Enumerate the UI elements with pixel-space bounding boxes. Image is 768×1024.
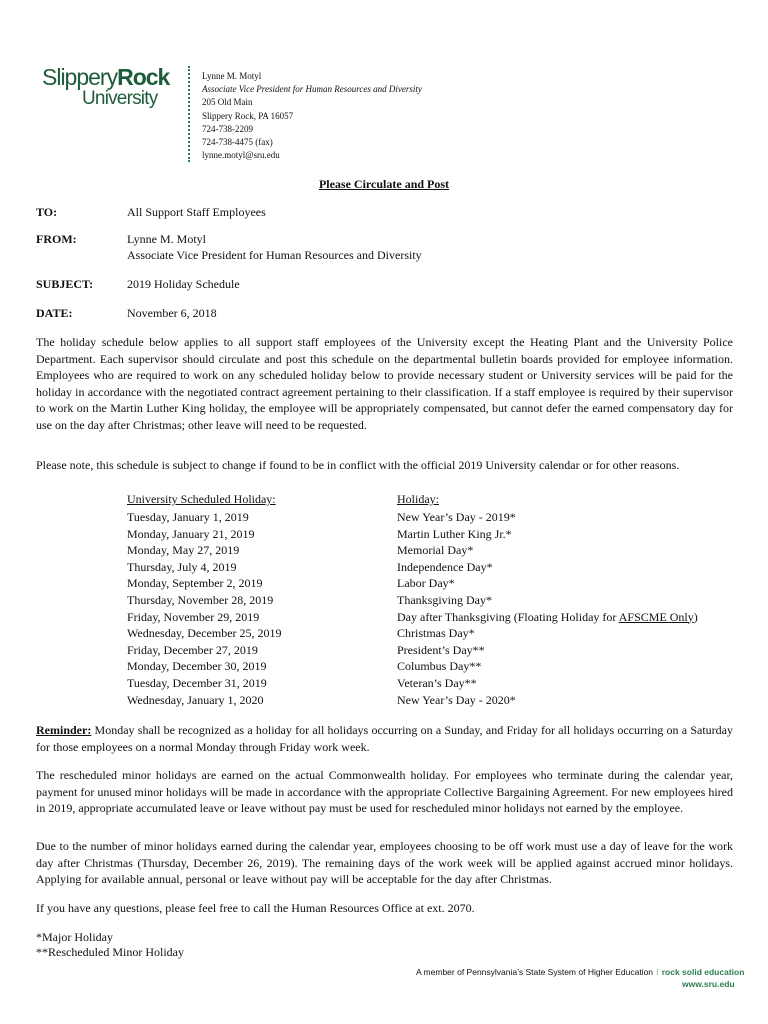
- schedule-holiday: New Year’s Day - 2019*: [397, 510, 516, 524]
- subject-value: 2019 Holiday Schedule: [127, 277, 240, 291]
- schedule-holiday: Christmas Day*: [397, 626, 475, 641]
- schedule-holiday: Thanksgiving Day*: [397, 592, 492, 607]
- university-logo: [42, 64, 184, 110]
- contact-address-line1: 205 Old Main: [202, 97, 253, 108]
- reminder-label: Reminder:: [36, 723, 92, 737]
- schedule-holiday: Columbus Day**: [397, 659, 482, 674]
- contact-block: [202, 70, 422, 162]
- contact-name: Lynne M. Motyl: [202, 71, 262, 81]
- logo-text-slippery: Slippery: [42, 64, 118, 90]
- contact-fax: 724-738-4475 (fax): [202, 137, 273, 148]
- to-value: All Support Staff Employees: [127, 205, 266, 219]
- day-after-christmas-paragraph: Due to the number of minor holidays earned during the calendar year, employees choosing to be off work must use a day of leave for the work day after Christmas (Thursday, December 26, 2019). The remaining days of the work week will be applied against accrued minor holidays. Applying for available annual, personal or leave without pay will be acceptable for the day after Christmas.: [36, 839, 733, 887]
- intro-paragraph: The holiday schedule below applies to all support staff employees of the University except the Heating Plant and the University Police Department. Each supervisor should circulate and post this schedule on the departmental bulletin boards provided for employee information. Employees who are required to work on any scheduled holiday below to provide necessary student or University services will be paid for the holiday in accordance with the negotiated contract agreement pertaining to their classification. If a staff employee is required by their supervisor to work on the Martin Luther King holiday, the employee will be appropriately compensated, but cannot defer the earned compensatory day for use on the day after Christmas; other leave will need to be requested.: [36, 335, 733, 432]
- from-value: [127, 232, 422, 263]
- legend-major: *Major Holiday: [36, 930, 113, 944]
- schedule-date: Monday, September 2, 2019: [127, 576, 263, 591]
- schedule-holiday: Martin Luther King Jr.*: [397, 526, 512, 541]
- letterhead-divider: [188, 66, 190, 162]
- from-label: FROM:: [36, 232, 77, 246]
- schedule-date-header: University Scheduled Holiday:: [127, 492, 276, 506]
- schedule-date: Thursday, July 4, 2019: [127, 559, 237, 574]
- contact-title: Associate Vice President for Human Resources and Diversity: [202, 84, 422, 95]
- schedule-date: Tuesday, January 1, 2019: [127, 510, 249, 524]
- footer-member-line: [416, 967, 744, 978]
- schedule-date: Wednesday, January 1, 2020: [127, 692, 264, 707]
- schedule-holiday: [397, 609, 698, 626]
- to-label: TO:: [36, 205, 58, 219]
- legend-minor: **Rescheduled Minor Holiday: [36, 945, 184, 959]
- schedule-date: Tuesday, December 31, 2019: [127, 675, 267, 690]
- schedule-date: Friday, November 29, 2019: [127, 609, 260, 624]
- schedule-date: Thursday, November 28, 2019: [127, 592, 274, 607]
- afscme-only-text: AFSCME Only: [618, 609, 694, 624]
- questions-paragraph: If you have any questions, please feel free to call the Human Resources Office at ext. 2070.: [36, 901, 475, 915]
- date-value: November 6, 2018: [127, 306, 217, 320]
- logo-text-university: University: [82, 88, 158, 109]
- subject-label: SUBJECT:: [36, 277, 94, 291]
- footer-website[interactable]: www.sru.edu: [682, 979, 735, 989]
- schedule-holiday: President’s Day**: [397, 642, 485, 657]
- schedule-holiday: Veteran’s Day**: [397, 675, 477, 690]
- logo-text-rock: Rock: [117, 64, 170, 90]
- schedule-holiday: Labor Day*: [397, 576, 455, 591]
- schedule-holidays: [397, 509, 698, 708]
- schedule-date: Wednesday, December 25, 2019: [127, 626, 282, 641]
- contact-address-line2: Slippery Rock, PA 16057: [202, 110, 294, 121]
- schedule-date: Friday, December 27, 2019: [127, 642, 258, 657]
- notice-paragraph: Please note, this schedule is subject to change if found to be in conflict with the official 2019 University calendar or for other reasons.: [36, 458, 680, 472]
- reminder-paragraph: [36, 722, 733, 755]
- schedule-dates: [127, 509, 282, 708]
- schedule-date: Monday, December 30, 2019: [127, 659, 267, 674]
- from-title: Associate Vice President for Human Resources and Diversity: [127, 247, 422, 262]
- schedule-date: Monday, January 21, 2019: [127, 526, 255, 541]
- schedule-holiday-header: Holiday:: [397, 492, 439, 506]
- from-name: Lynne M. Motyl: [127, 232, 207, 246]
- schedule-holiday: New Year’s Day - 2020*: [397, 692, 516, 707]
- contact-phone: 724-738-2209: [202, 123, 253, 134]
- date-label: DATE:: [36, 306, 73, 320]
- schedule-holiday-text: Day after Thanksgiving (Floating Holiday for: [397, 609, 619, 624]
- schedule-date: Monday, May 27, 2019: [127, 543, 240, 558]
- afscme-close-paren: ): [693, 609, 698, 624]
- reminder-text: Monday shall be recognized as a holiday for all holidays occurring on a Sunday, and Friday for all holidays occurring on a Saturday for those employees on a normal Monday through Friday work week.: [36, 723, 733, 754]
- minor-holidays-paragraph: The rescheduled minor holidays are earned on the actual Commonwealth holiday. For employees who terminate during the calendar year, payment for unused minor holidays will be made in accordance with the appropriate Collective Bargaining Agreement. For new employees hired in 2019, appropriate accumulated leave or leave without pay must be used for rescheduled minor holidays not earned by the employee.: [36, 768, 733, 816]
- footer-separator: ⁝: [656, 967, 659, 977]
- page-heading: Please Circulate and Post: [318, 177, 450, 191]
- footer-member-text: A member of Pennsylvania’s State System of Higher Education: [416, 967, 654, 977]
- schedule-holiday: Independence Day*: [397, 559, 493, 574]
- contact-email[interactable]: lynne.motyl@sru.edu: [202, 150, 280, 161]
- schedule-holiday: Memorial Day*: [397, 543, 474, 558]
- footer-tagline: rock solid education: [661, 967, 745, 977]
